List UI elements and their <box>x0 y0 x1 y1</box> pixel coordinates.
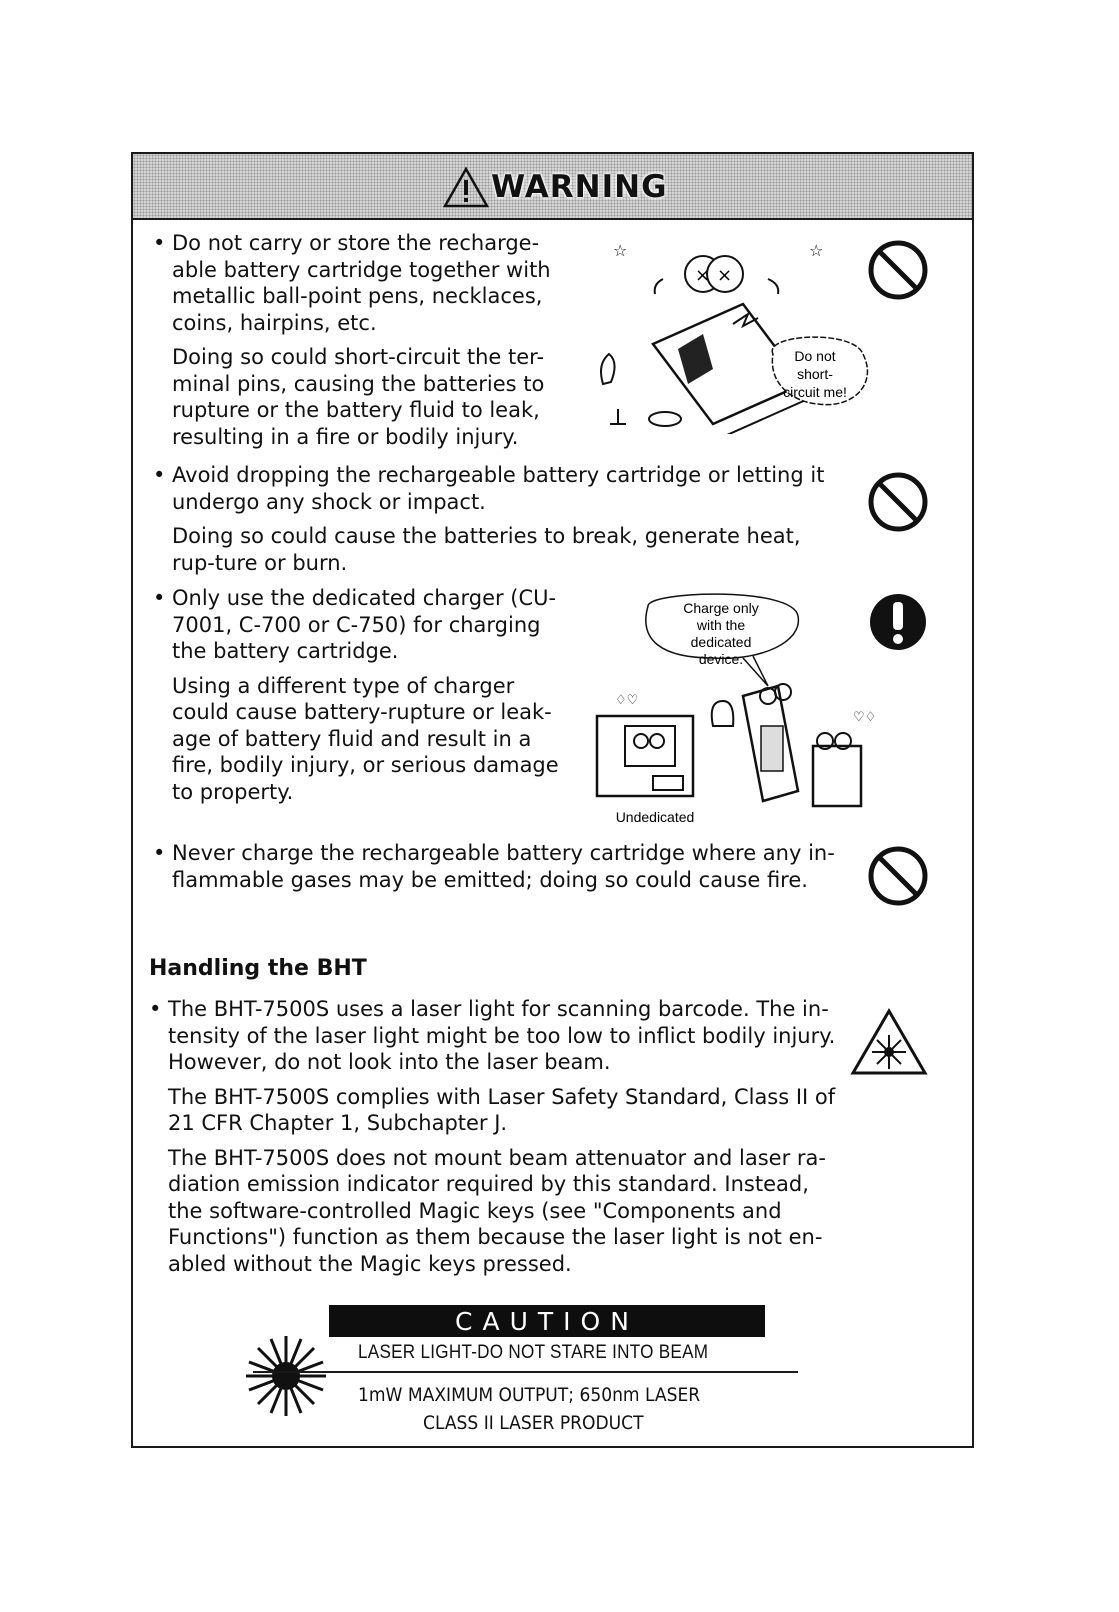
warning-title <box>443 162 668 212</box>
paragraph: Using a different type of charger could cause battery-rupture or leak-age of battery fluid and result in a fire, bodily injury, or serious damage to property. <box>172 673 559 804</box>
paragraph: Avoid dropping the rechargeable battery cartridge or letting it undergo any shock or impact. <box>172 463 825 514</box>
short-circuit-illustration <box>593 234 873 434</box>
bubble-line: Do not <box>794 348 836 364</box>
paragraph: Doing so could cause the batteries to break, generate heat, rup-ture or burn. <box>172 524 801 575</box>
warning-item-short-circuit <box>153 230 562 450</box>
bullet-dot: • <box>153 841 166 865</box>
warning-triangle-icon <box>443 166 489 208</box>
laser-info <box>149 996 844 1277</box>
illustration-caption: Undedicated <box>615 809 695 825</box>
laser-label-line: LASER LIGHT-DO NOT STARE INTO BEAM <box>358 1342 709 1363</box>
svg-text:♡♢: ♡♢ <box>853 710 877 725</box>
paragraph: Only use the dedicated charger (CU-7001, C-700 or C-750) for charging the battery cartridge. <box>172 586 557 663</box>
svg-text:☆: ☆ <box>613 241 628 260</box>
bullet-dot: • <box>153 463 166 487</box>
paragraph: Never charge the rechargeable battery cartridge where any in-flammable gases may be emitted; doing so could cause fire. <box>172 841 835 892</box>
svg-text:☆: ☆ <box>809 241 824 260</box>
paragraph: The BHT-7500S uses a laser light for scanning barcode. The in-tensity of the laser light might be too low to inflict bodily injury. However, do not look into the laser beam. <box>168 997 836 1074</box>
svg-text:×: × <box>695 265 711 286</box>
warning-item-dropping <box>153 462 842 576</box>
warning-item-flammable <box>153 840 842 893</box>
paragraph: Do not carry or store the recharge-able battery cartridge together with metallic ball-point pens, necklaces, coins, hairpins, etc. <box>172 231 551 335</box>
warning-header <box>133 154 972 220</box>
prohibited-icon <box>866 470 930 534</box>
paragraph: The BHT-7500S does not mount beam attenuator and laser ra-diation emission indicator required by this standard. Instead, the software-controlled Magic keys (see "Components and Functions") function as them because the laser light is not en-abled without the Magic keys pressed. <box>168 1145 826 1276</box>
warning-item-dedicated-charger <box>153 585 562 805</box>
bubble-line: with the <box>696 617 746 633</box>
bubble-line: Charge only <box>683 600 759 616</box>
svg-text:×: × <box>717 265 733 286</box>
bubble-line: circuit me! <box>783 384 847 400</box>
laser-label-line: 1mW MAXIMUM OUTPUT; 650nm LASER <box>358 1384 701 1406</box>
bullet-dot: • <box>153 231 166 255</box>
warning-title-text: WARNING <box>491 169 668 205</box>
divider <box>253 1371 798 1373</box>
bubble-line: dedicated <box>690 634 752 650</box>
bullet-dot: • <box>149 997 162 1021</box>
bubble-line: device. <box>698 651 744 667</box>
caution-banner: CAUTION <box>329 1305 765 1337</box>
charger-illustration <box>593 586 893 831</box>
bullet-dot: • <box>153 586 166 610</box>
laser-starburst-icon <box>241 1334 331 1418</box>
paragraph: Doing so could short-circuit the ter-minal pins, causing the batteries to rupture or the battery fluid to leak, resulting in a fire or bodily injury. <box>172 345 545 449</box>
warning-frame <box>131 152 974 1448</box>
prohibited-icon <box>866 238 930 302</box>
svg-text:♢♡: ♢♡ <box>615 693 639 708</box>
mandatory-icon <box>868 592 928 652</box>
prohibited-icon <box>866 844 930 908</box>
paragraph: The BHT-7500S complies with Laser Safety Standard, Class II of 21 CFR Chapter 1, Subchapter J. <box>168 1084 836 1135</box>
section-heading: Handling the BHT <box>149 956 367 981</box>
bubble-line: short- <box>797 366 833 382</box>
laser-label-line: CLASS II LASER PRODUCT <box>423 1412 644 1434</box>
laser-warning-icon <box>850 1007 928 1077</box>
